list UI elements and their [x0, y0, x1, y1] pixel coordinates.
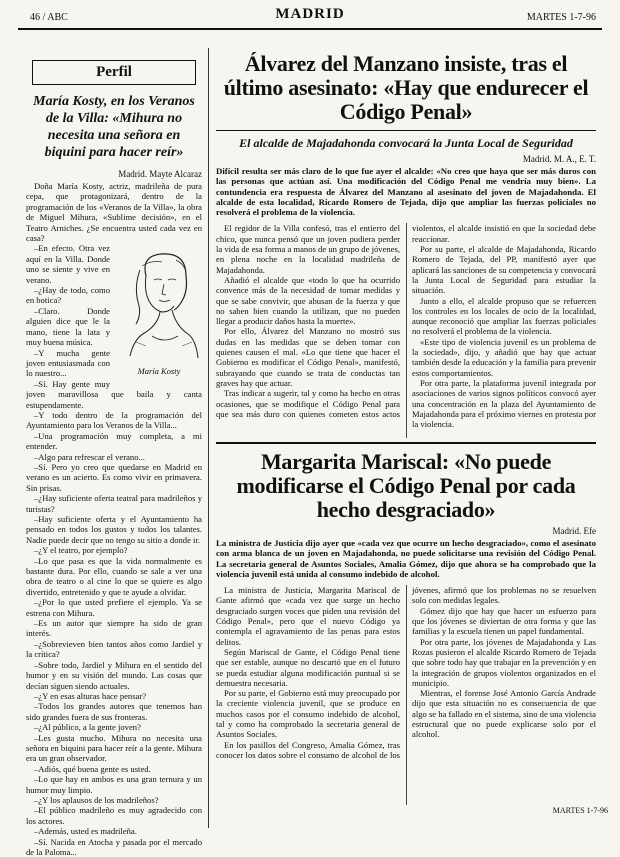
article1-paragraph: Junto a ello, el alcalde propuso que se refuercen los controles en los locales de ocio de la localidad, aunque reconoció que ampliar las fuerzas policiales no resolverá el problema de la violencia.	[412, 295, 596, 337]
article1-paragraph: Tras indicar a sugerir, tal y como ha hecho en otras ocasiones, que se modifique el Código Penal para que sea más duro con quienes cometen estos actos violentos, el alcalde insistió en que la sociedad debe reaccionar.	[216, 223, 596, 419]
article2-paragraph: En los pasillos del Congreso, Amalia Gómez, tras conocer los datos sobre el consumo de alcohol de los jóvenes, afirmó que los problemas no se resuelven solo con medidas legales.	[216, 585, 596, 760]
perfil-paragraph: –Todos los grandes autores que tenemos han sido grandes fuera de sus fronteras.	[26, 701, 202, 722]
perfil-paragraph: –Hay suficiente oferta y el Ayuntamiento ha pensado en todos los gustos y todos los talantes. Nadie puede decir que no tengo su sitio a donde ir.	[26, 514, 202, 545]
perfil-paragraph: –Y mucha gente joven entusiasmada con lo nuestro...	[26, 347, 110, 379]
article1-body	[216, 223, 596, 438]
perfil-paragraph: –Una programación muy completa, a mi entender.	[26, 430, 202, 452]
perfil-paragraph: –¿Por lo que usted prefiere el ejemplo. Ya se estrena con Mihura.	[26, 597, 202, 618]
woman-portrait-drawing	[116, 246, 202, 366]
perfil-paragraph: –Adiós, qué buena gente es usted.	[34, 763, 151, 774]
perfil-paragraph: –¿Hay suficiente oferta teatral para madrileños y turistas?	[26, 493, 202, 514]
perfil-paragraph: –Sí. Nacida en Atocha y pasada por el mercado de la Paloma...	[26, 836, 202, 857]
perfil-paragraph: –¿Al público, a la gente joven?	[34, 722, 141, 733]
perfil-paragraph: Doña María Kosty, actriz, madrileña de pura cepa, que protagonizará, dentro de la programación de los «Veranos de la Villa», la obra de Miguel Mihura, «Sublime decisión», en el Teatro Arniches. ¿Se encuentra usted cada vez en casa?	[26, 181, 202, 244]
article1-paragraph: Por otra parte, la plataforma juvenil integrada por asociaciones de varios signos políticos convocó ayer una concentración en la plaza del Ayuntamiento de Majadahonda para el próximo viernes en protesta por la violencia.	[412, 377, 596, 430]
article1-paragraph: «Este tipo de violencia juvenil es un problema de la sociedad», dijo, y añadió que hay que actuar también desde la educación y la familia para prevenir estos comportamientos.	[412, 336, 596, 378]
perfil-paragraph: –Les gusta mucho. Mihura no necesita una señora en biquini para hacer reír a la gente. Mihura era un gran observador.	[26, 732, 202, 764]
article-mariscal	[216, 442, 596, 805]
perfil-paragraph: –¿Sobrevieven bien tantos años como Jardiel y la crítica?	[26, 638, 202, 660]
page-number: 46 / ABC	[30, 12, 68, 23]
footer-date: MARTES 1-7-96	[552, 806, 608, 815]
perfil-paragraph: –En efecto. Otra vez aquí en la Villa. Donde uno se siente y vive en verano.	[26, 243, 110, 285]
article2-dateline: Madrid. Efe	[552, 526, 596, 536]
article1-headline: Álvarez del Manzano insiste, tras el último asesinato: «Hay que endurecer el Código Penal»	[223, 51, 589, 124]
perfil-paragraph: –Es un autor que siempre ha sido de gran interés.	[26, 618, 202, 639]
article2-headline: Margarita Mariscal: «No puede modificarse el Código Penal por cada hecho desgraciado»	[236, 449, 576, 522]
article1-paragraph: Por ello, Álvarez del Manzano no mostró sus dudas en las medidas que se deben tomar con quienes causen el mal. «Lo que tiene que hacer el Gobierno es modificar el Código Penal», manifestó, subrayando que cuando se trata de conductas tan graves hay que actuar.	[216, 326, 400, 388]
portrait-illustration	[116, 246, 202, 380]
article1-paragraph: Añadió el alcalde que «todo lo que ha ocurrido convence más de la necesidad de tomar medidas y que se sabe convivir, que abusan de la fuerza y que no saben bien cuando la utilizan, que no pueden llegar a producir daños hasta la muerte».	[216, 274, 400, 327]
article2-paragraph: La ministra de Justicia, Margarita Mariscal de Gante afirmó que «cada vez que surge un hecho desgraciado surgen voces que piden una revisión del Código Penal», pero que el nuevo Código ya contempla el agravamiento de las penas para estos delitos.	[216, 585, 400, 647]
perfil-byline: Madrid. Mayte Alcaraz	[118, 169, 202, 179]
perfil-paragraph: –Claro. Donde alguien dice que le la mano, tiene la lata y muy buena música.	[26, 305, 110, 348]
perfil-paragraph: –Y todo dentro de la programación del Ayuntamiento para los Veranos de la Villa...	[26, 409, 202, 431]
column-divider	[208, 48, 209, 828]
perfil-headline: María Kosty, en los Veranos de la Villa: «Mihura no necesita una señora en biquini para hacer reír»	[33, 94, 195, 160]
perfil-paragraph: –Lo que hay en ambos es una gran ternura y un humor muy limpio.	[26, 774, 202, 795]
perfil-paragraph: –Además, usted es madrileña.	[34, 826, 137, 837]
portrait-caption: María Kosty	[137, 366, 181, 377]
perfil-paragraph: –Sí. Pero yo creo que quedarse en Madrid en verano es un acierto. Es como vivir en primavera. Sin prisas.	[26, 461, 202, 493]
perfil-paragraph: –El público madrileño es muy agradecido con los actores.	[26, 805, 202, 826]
perfil-paragraph: –¿Y los aplausos de los madrileños?	[34, 794, 159, 805]
perfil-paragraph: –¿Y el teatro, por ejemplo?	[34, 545, 128, 556]
article1-subhead: El alcalde de Majadahonda convocará la Junta Local de Seguridad	[216, 130, 596, 151]
page-header	[18, 6, 602, 30]
perfil-body	[26, 181, 202, 857]
article2-body	[216, 585, 596, 805]
page-date: MARTES 1-7-96	[526, 12, 596, 23]
article2-paragraph: Por otra parte, los jóvenes de Majadahonda y Las Rozas pusieron el alcalde Ricardo Romero de Tejada que sobre todo hay que trabajar en la prevención y en la integración de grupos violentos organizados en el municipio.	[412, 636, 596, 688]
perfil-paragraph: –¿Y en esas alturas hace pensar?	[34, 690, 147, 701]
perfil-paragraph: –Sobre todo, Jardiel y Mihura en el sentido del humor y en su visión del mundo. Las cosas que decían siguen siendo actuales.	[26, 659, 202, 691]
article2-paragraph: Según Mariscal de Gante, el Código Penal tiene que ser estable, aunque no descartó que en el futuro se pueda estudiar alguna modificación puntual si se demuestra necesaria.	[216, 646, 400, 688]
article2-lead: La ministra de Justicia dijo ayer que «cada vez que ocurre un hecho desgraciado», como el asesinato con arma blanca de un joven en Majadahonda, no puede solicitarse una revisión del Código Penal. La secretaria general de Asuntos Sociales, Amalia Gómez, dijo que ahora se ha comprobado que la violencia juvenil está unida al consumo indebido de alcohol.	[216, 538, 596, 579]
right-articles	[216, 48, 596, 828]
perfil-label: Perfil	[32, 60, 196, 85]
perfil-column	[26, 48, 202, 857]
article1-dateline: Madrid. M. A., E. T.	[522, 154, 596, 164]
perfil-paragraph: –Sí. Hay gente muy joven maravillosa que baila y canta estupendamente.	[26, 378, 202, 410]
perfil-paragraph: –¿Hay de todo, como en botica?	[26, 285, 110, 306]
section-title: MADRID	[275, 6, 345, 22]
article2-paragraph: Gómez dijo que hay que hacer un esfuerzo para que los jóvenes se diviertan de otra forma y que las familias y la escuela tienen un papel fundamental.	[412, 605, 596, 637]
perfil-paragraph: –Lo que pasa es que la vida normalmente es bastante dura. Por ello, cuando se sale a ver una obra de teatro o al cine lo que se quiere es algo divertido, entretenido y que te ayude a olvidar.	[26, 555, 202, 597]
article-alvarez	[216, 52, 596, 434]
article1-lead: Difícil resulta ser más claro de lo que fue ayer el alcalde: «No creo que haya que ser más duros con las personas que actúan así. Una modificación del Código Penal me vendría muy bien». La contundencia era respuesta de Álvarez del Manzano al asesinato del joven de Majadahonda. El alcalde de esta localidad, Ricardo Romero de Tejada, dijo que ampliar las fuerzas policiales no resolverá el problema de la violencia.	[216, 166, 596, 218]
article1-paragraph: Por su parte, el alcalde de Majadahonda, Ricardo Romero de Tejada, del PP, manifestó ayer que aplicará las sanciones de su competencia y convocará la Junta Local de Seguridad para estudiar la situación.	[412, 244, 596, 296]
article1-paragraph: El regidor de la Villa confesó, tras el entierro del chico, que nunca pensó que un joven pudiera perder la vida de esa forma a manos de un grupo de jóvenes, en plena noche en la localidad madrileña de Majadahonda.	[216, 223, 400, 275]
perfil-paragraph: –Algo para refrescar el verano...	[34, 451, 145, 462]
article2-paragraph: Por su parte, el Gobierno está muy preocupado por la creciente violencia juvenil, que se produce en muchos casos por el consumo indebido de alcohol, tal y como ha comprobado la secretaria general de Asuntos Sociales.	[216, 688, 400, 740]
article2-paragraph: Mientras, el forense José Antonio García Andrade dijo que esta situación no es consecuencia de que algo se ha fallado en el sistema, sino de una violencia estructural que no puede explicarse solo por el alcohol.	[412, 688, 596, 740]
